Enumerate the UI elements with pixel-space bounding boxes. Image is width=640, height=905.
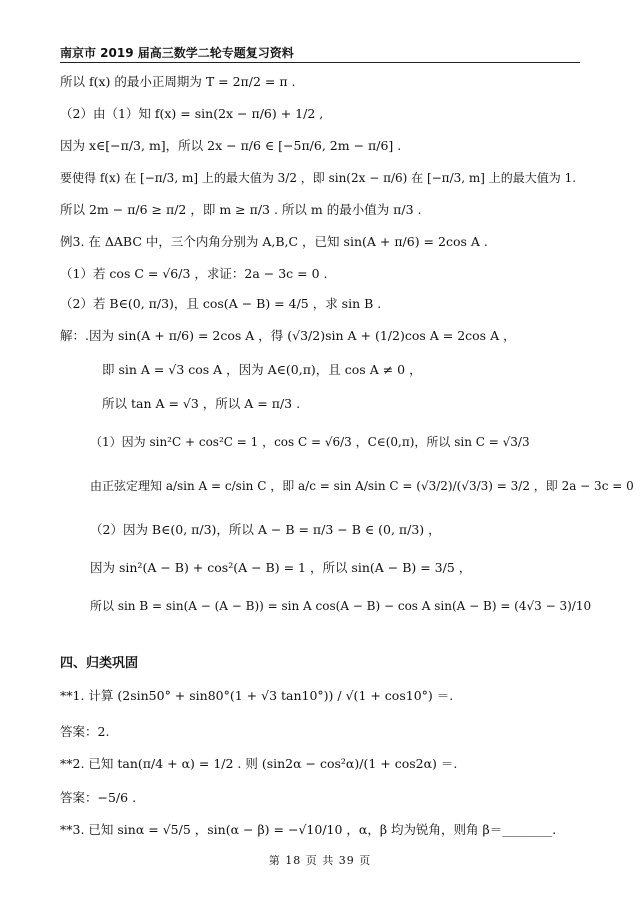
answer-line: 答案：2. bbox=[60, 724, 110, 739]
solution-line: 由正弦定理知 a/sin A = c/sin C ，即 a/c = sin A/sin C = (√3/2)/(√3/3) = 3/2 ，即 2a − 3c = 0 bbox=[90, 479, 634, 493]
solution-line: （2）因为 B∈(0, π/3)，所以 A − B = π/3 − B ∈ (0, π/3) ， bbox=[90, 522, 441, 537]
header-rule bbox=[60, 62, 580, 63]
body-line: （2）若 B∈(0, π/3)，且 cos(A − B) = 4/5 ，求 sin B . bbox=[60, 296, 382, 311]
page-footer: 第 18 页 共 39 页 bbox=[268, 854, 372, 867]
exercise-line: **1. 计算 (2sin50° + sin80°(1 + √3 tan10°)) / √(1 + cos10°) ＝. bbox=[60, 688, 454, 703]
body-line: 要使得 f(x) 在 [−π/3, m] 上的最大值为 3/2 ，即 sin(2x − π/6) 在 [−π/3, m] 上的最大值为 1. bbox=[60, 171, 577, 185]
body-line: 所以 2m − π/6 ≥ π/2 ，即 m ≥ π/3 . 所以 m 的最小值为 π/3 . bbox=[60, 202, 422, 217]
answer-line: 答案：−5/6 . bbox=[60, 790, 137, 805]
solution-line: 所以 tan A = √3 ，所以 A = π/3 . bbox=[102, 396, 301, 411]
example-heading: 例3. 在 ΔABC 中，三个内角分别为 A,B,C ，已知 sin(A + π/6) = 2cos A . bbox=[60, 234, 488, 249]
body-line: （1）若 cos C = √6/3 ，求证：2a − 3c = 0 . bbox=[60, 266, 328, 281]
solution-line: 即 sin A = √3 cos A ，因为 A∈(0,π)，且 cos A ≠ 0 ， bbox=[102, 362, 422, 377]
solution-line: 所以 sin B = sin(A − (A − B)) = sin A cos(A − B) − cos A sin(A − B) = (4√3 − 3)/10 bbox=[90, 599, 592, 613]
page-header: 南京市 2019 届高三数学二轮专题复习资料 bbox=[60, 46, 294, 60]
body-line: 所以 f(x) 的最小正周期为 T = 2π/2 = π . bbox=[60, 74, 296, 89]
body-line: （2）由（1）知 f(x) = sin(2x − π/6) + 1/2 , bbox=[60, 106, 324, 121]
solution-line: 因为 sin²(A − B) + cos²(A − B) = 1 ，所以 sin(A − B) = 3/5 ， bbox=[90, 560, 472, 575]
exercise-line: **2. 已知 tan(π/4 + α) = 1/2 . 则 (sin2α − cos²α)/(1 + cos2α) ＝. bbox=[60, 756, 458, 771]
exercise-line: **3. 已知 sinα = √5/5 ，sin(α − β) = −√10/10 ，α，β 均为锐角，则角 β＝________. bbox=[60, 822, 557, 837]
body-line: 因为 x∈[−π/3, m]，所以 2x − π/6 ∈ [−5π/6, 2m − π/6] . bbox=[60, 138, 402, 153]
section-title: 四、归类巩固 bbox=[60, 656, 139, 671]
solution-line: （1）因为 sin²C + cos²C = 1 ，cos C = √6/3 ，C∈(0,π)，所以 sin C = √3/3 bbox=[90, 435, 530, 449]
solution-line: 解：.因为 sin(A + π/6) = 2cos A ，得 (√3/2)sin A + (1/2)cos A = 2cos A ， bbox=[60, 328, 516, 343]
